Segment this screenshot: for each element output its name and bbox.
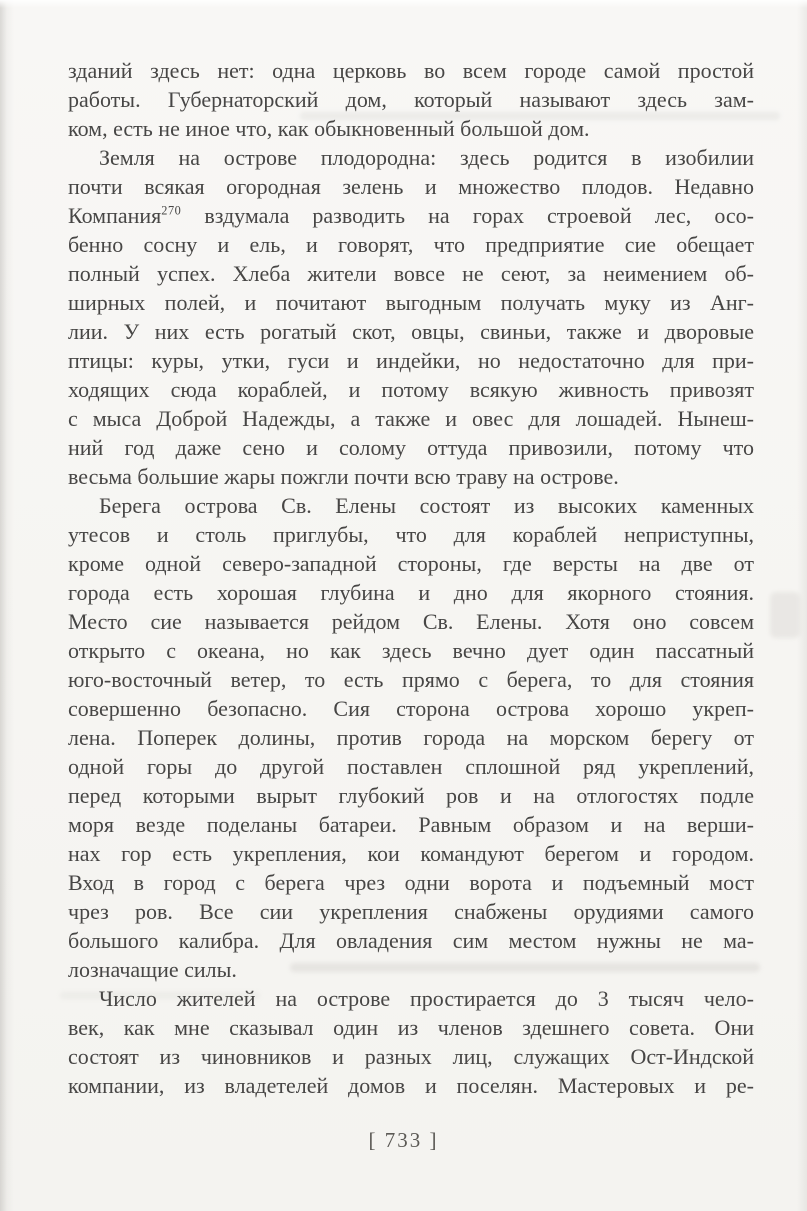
text-line: перед которыми вырыт глубокий ров и на отлогостях подле bbox=[68, 783, 754, 808]
text-line: лозначащие силы. bbox=[68, 957, 237, 982]
text-line: лена. Поперек долины, против города на морском берегу от bbox=[68, 725, 754, 750]
text-line: Берега острова Св. Елены состоят из высоких каменных bbox=[99, 493, 754, 518]
page-left-edge-shadow bbox=[0, 0, 14, 1211]
text-line: совершенно безопасно. Сия сторона острова хорошо укреп- bbox=[68, 696, 754, 721]
text-line: век, как мне сказывал один из членов здешнего совета. Они bbox=[68, 1015, 754, 1040]
text-line: ний год даже сено и солому оттуда привозили, потому что bbox=[68, 435, 754, 460]
text-line: зданий здесь нет: одна церковь во всем городе самой простой bbox=[68, 58, 754, 83]
text-line: ком, есть не иное что, как обыкновенный большой дом. bbox=[68, 116, 590, 141]
text-line: открыто с океана, но как здесь вечно дует один пассатный bbox=[68, 638, 754, 663]
text-line: весьма большие жары пожгли почти всю траву на острове. bbox=[68, 464, 619, 489]
page-number: [ 733 ] bbox=[368, 1128, 439, 1152]
text-line: утесов и столь приглубы, что для кораблей неприступны, bbox=[68, 522, 754, 547]
text-line: кроме одной северо-западной стороны, где версты на две от bbox=[68, 551, 754, 576]
paragraph bbox=[68, 56, 754, 143]
footnote-reference: 270 bbox=[161, 203, 182, 218]
text-line: работы. Губернаторский дом, который называют здесь зам- bbox=[68, 87, 754, 112]
text-line: юго-восточный ветер, то есть прямо с берега, то для стояния bbox=[68, 667, 754, 692]
text-line: одной горы до другой поставлен сплошной ряд укреплений, bbox=[68, 754, 754, 779]
text-line: почти всякая огородная зелень и множество плодов. Недавно bbox=[68, 174, 754, 199]
text-line: большого калибра. Для овладения сим местом нужны не ма- bbox=[68, 928, 754, 953]
text-line: города есть хорошая глубина и дно для якорного стояния. bbox=[68, 580, 754, 605]
text-line: ходящих сюда кораблей, и потому всякую живность привозят bbox=[68, 377, 754, 402]
text-line: нах гор есть укрепления, кои командуют берегом и городом. bbox=[68, 841, 754, 866]
text-line: чрез ров. Все сии укрепления снабжены орудиями самого bbox=[68, 899, 754, 924]
text-line: лии. У них есть рогатый скот, овцы, свиньи, также и дворовые bbox=[68, 319, 754, 344]
paragraph bbox=[68, 143, 754, 491]
text-line: Вход в город с берега чрез одни ворота и подъемный мост bbox=[68, 870, 754, 895]
page-top-highlight bbox=[0, 0, 807, 8]
text-line: состоят из чиновников и разных лиц, служащих Ост-Индской bbox=[68, 1044, 754, 1069]
text-line: Место сие называется рейдом Св. Елены. Хотя оно совсем bbox=[68, 609, 754, 634]
text-line: моря везде поделаны батареи. Равным образом и на верши- bbox=[68, 812, 754, 837]
scan-artifact bbox=[770, 592, 800, 638]
text-line: Компания$^{270}$ вздумала разводить на горах строевой лес, осо- bbox=[68, 203, 754, 228]
text-line: компании, из владетелей домов и поселян. Мастеровых и ре- bbox=[68, 1073, 754, 1098]
text-block bbox=[68, 56, 754, 1100]
text-line: ширных полей, и почитают выгодным получать муку из Анг- bbox=[68, 290, 754, 315]
text-line: бенно сосну и ель, и говорят, что предприятие сие обещает bbox=[68, 232, 754, 257]
text-line: с мыса Доброй Надежды, а также и овес для лошадей. Нынеш- bbox=[68, 406, 754, 431]
paragraph bbox=[68, 984, 754, 1100]
text-line: Земля на острове плодородна: здесь родится в изобилии bbox=[99, 145, 754, 170]
text-line: Число жителей на острове простирается до 3 тысяч чело- bbox=[99, 986, 754, 1011]
text-line: птицы: куры, утки, гуси и индейки, но недостаточно для при- bbox=[68, 348, 754, 373]
text-line: полный успех. Хлеба жители вовсе не сеют, за неимением об- bbox=[68, 261, 754, 286]
paragraph bbox=[68, 491, 754, 984]
